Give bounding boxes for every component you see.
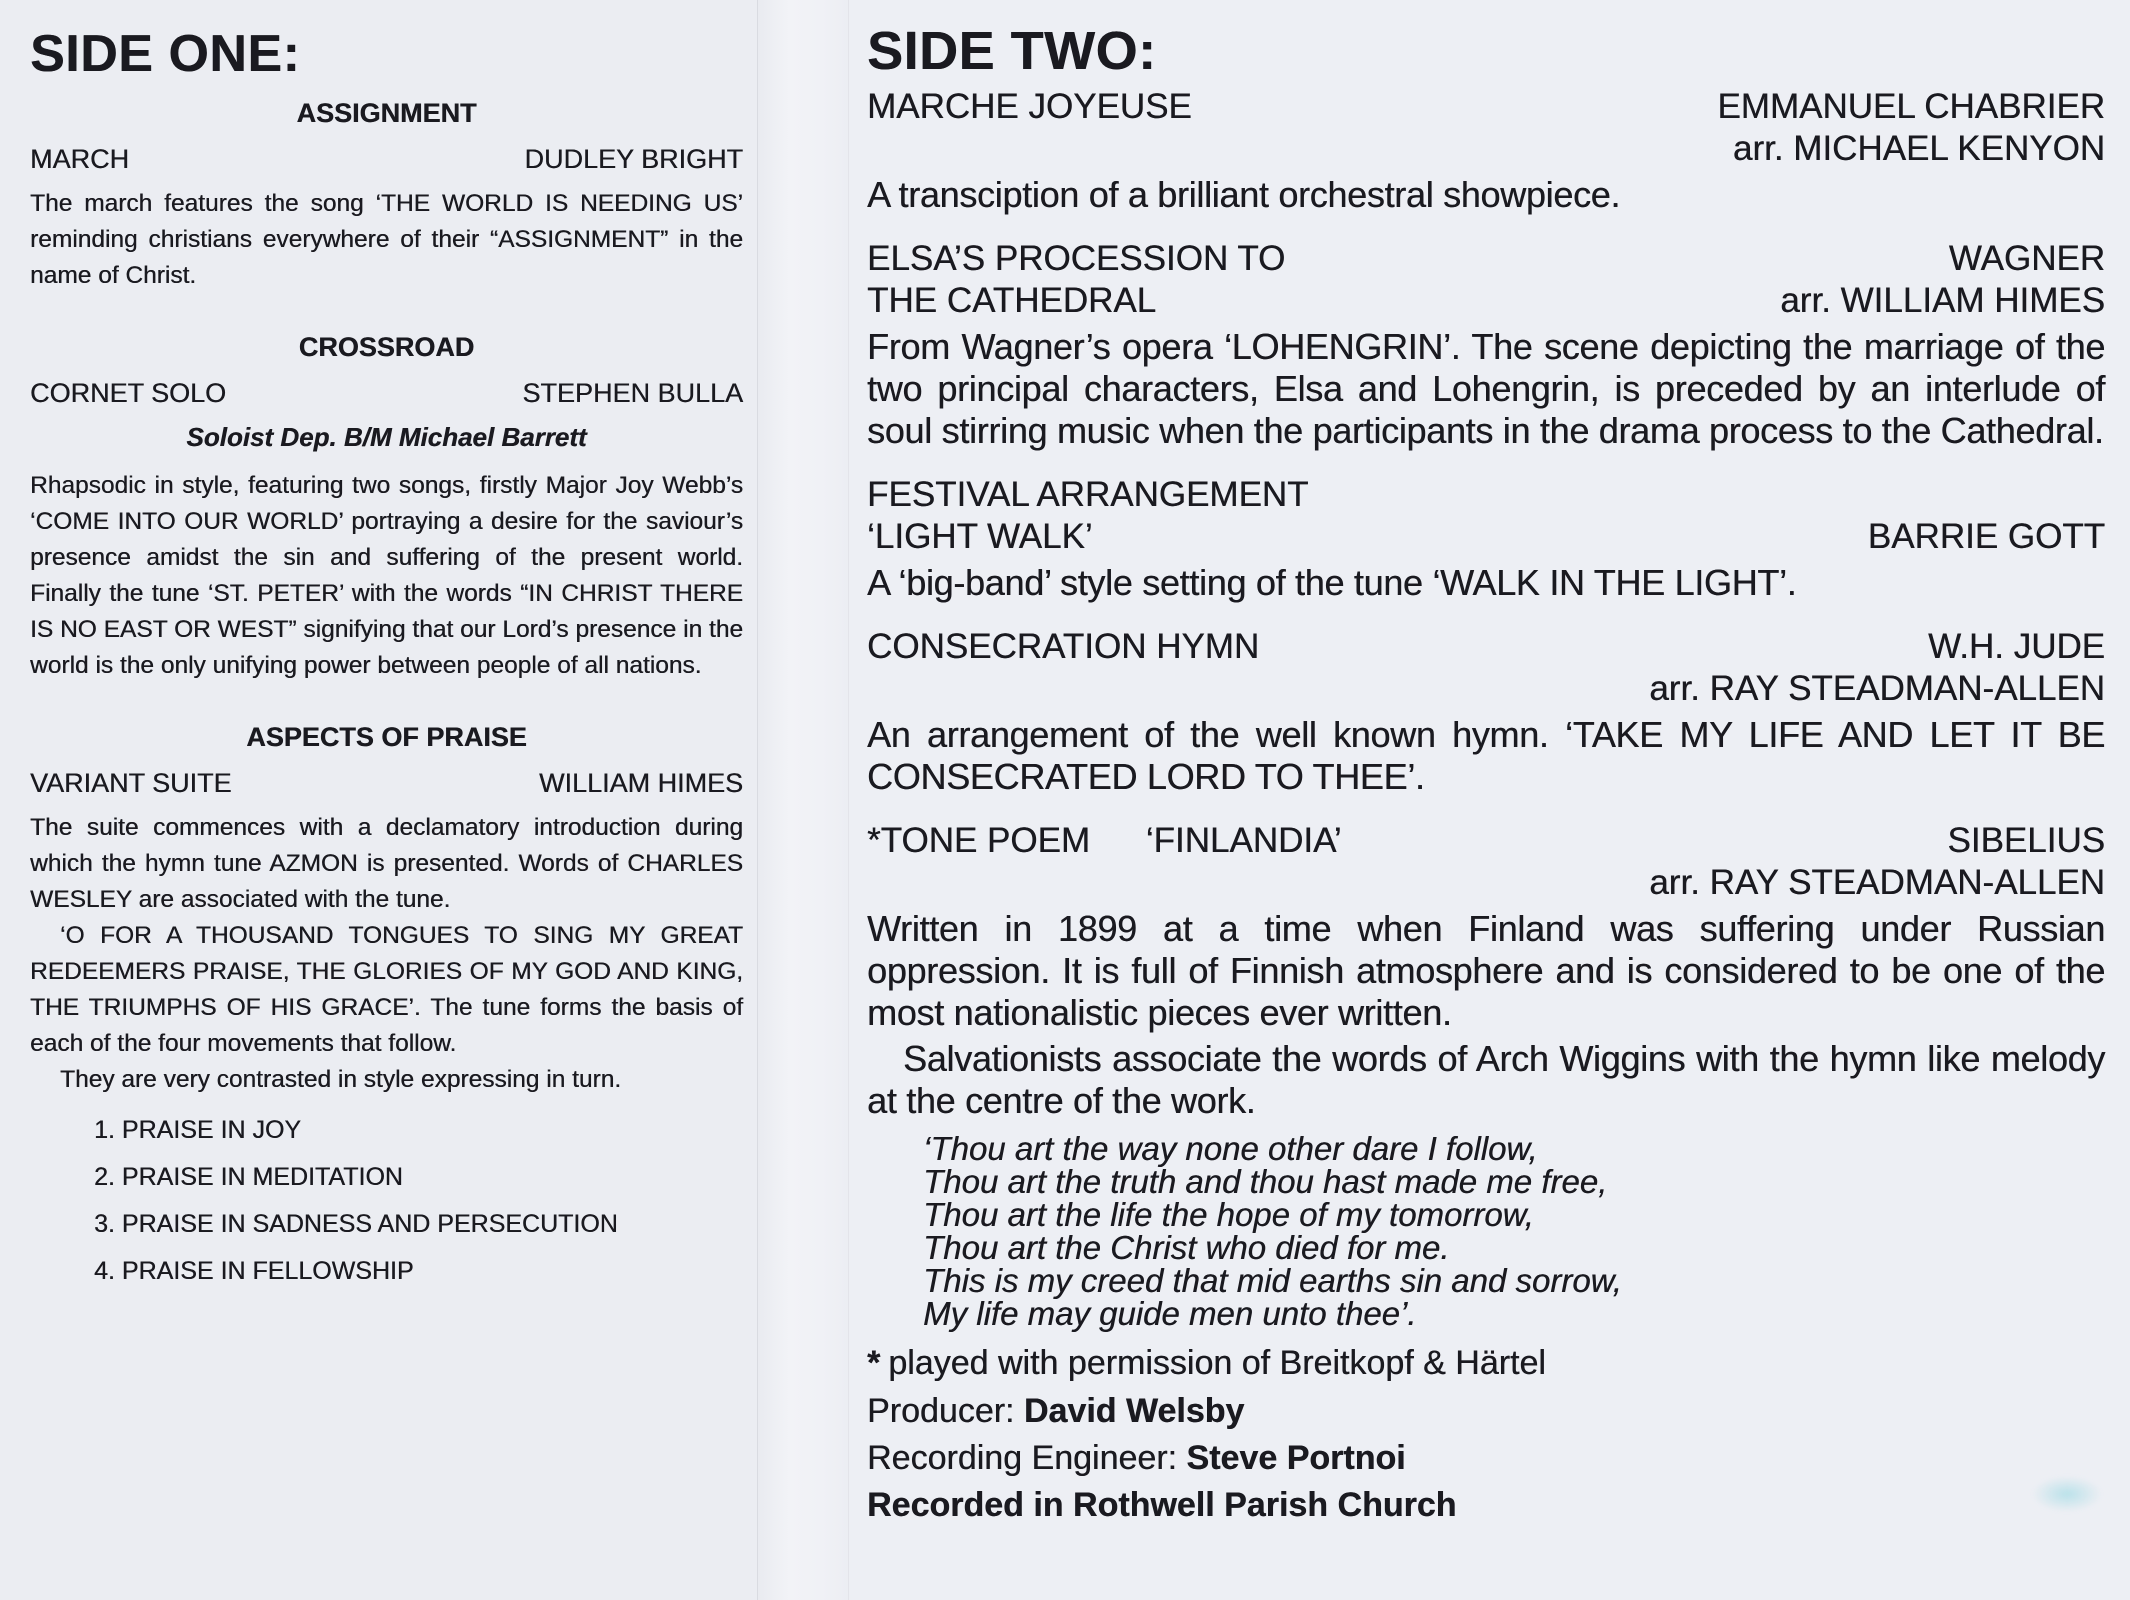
track-name: VARIANT SUITE bbox=[30, 768, 232, 798]
track-composer: W.H. JUDE bbox=[1928, 627, 2105, 666]
track-name: MARCH bbox=[30, 144, 129, 174]
track-name-line2: THE CATHEDRAL bbox=[867, 281, 1157, 320]
track-arranger: arr. RAY STEADMAN-ALLEN bbox=[1649, 669, 2105, 708]
track-crossroad bbox=[30, 332, 743, 684]
track-label: FESTIVAL ARRANGEMENT bbox=[867, 475, 1309, 514]
permission-footnote bbox=[867, 1343, 2105, 1383]
track-title-row bbox=[867, 516, 2105, 558]
track-notes: Rhapsodic in style, featuring two songs, firstly Major Joy Webb’s ‘COME INTO OUR WORLD’ portraying a desire for the saviour’s presence amidst the sin and suffering of the present world. Finally the tune ‘ST. PETER’ with the words “IN CHRIST THERE IS NO EAST OR WEST” signifying that our Lord’s presence in the world is the only unifying power between people of all nations. bbox=[30, 472, 743, 679]
side-one-title: SIDE ONE: bbox=[30, 25, 301, 83]
track-aspects-of-praise bbox=[30, 722, 743, 1286]
track-assignment bbox=[30, 98, 743, 294]
engineer-credit bbox=[867, 1439, 2105, 1477]
track-composer: SIBELIUS bbox=[1947, 821, 2105, 860]
track-title-row bbox=[867, 86, 2105, 128]
track-title-row bbox=[30, 378, 743, 408]
hymn-verse-line: Thou art the Christ who died for me. bbox=[923, 1229, 1450, 1266]
track-title-row-2 bbox=[867, 280, 2105, 322]
hymn-verse-line: This is my creed that mid earths sin and sorrow, bbox=[923, 1262, 1622, 1299]
producer-label: Producer: bbox=[867, 1392, 1024, 1430]
track-title-row bbox=[867, 238, 2105, 280]
recording-location: Recorded in Rothwell Parish Church bbox=[867, 1486, 1457, 1524]
track-notes: Written in 1899 at a time when Finland was suffering under Russian oppression. It is full of Finnish atmosphere and is considered to be one of the most nationalistic pieces ever written. bbox=[867, 908, 2105, 1033]
track-notes: The march features the song ‘THE WORLD IS NEEDING US’ reminding christians everywhere of their “ASSIGNMENT” in the name of Christ. bbox=[30, 190, 743, 289]
panel-fold-divider bbox=[758, 0, 848, 1600]
track-notes: A ‘big-band’ style setting of the tune ‘WALK IN THE LIGHT’. bbox=[867, 562, 1797, 603]
track-name: CORNET SOLO bbox=[30, 378, 227, 408]
track-name-group bbox=[867, 820, 1342, 862]
soloist-credit: Soloist Dep. B/M Michael Barrett bbox=[186, 422, 587, 452]
track-composer: WAGNER bbox=[1948, 239, 2105, 278]
track-title-row bbox=[30, 768, 743, 798]
hymn-verse-line: My life may guide men unto thee’. bbox=[923, 1295, 1417, 1332]
track-composer: EMMANUEL CHABRIER bbox=[1717, 87, 2105, 126]
track-label-row bbox=[867, 474, 2105, 516]
track-heading: CROSSROAD bbox=[298, 332, 475, 362]
movement-item: 2. PRAISE IN MEDITATION bbox=[94, 1163, 403, 1191]
track-title-row bbox=[30, 144, 743, 174]
track-arranger: arr. RAY STEADMAN-ALLEN bbox=[1649, 863, 2105, 902]
engineer-label: Recording Engineer: bbox=[867, 1439, 1187, 1477]
track-name: ELSA’S PROCESSION TO bbox=[867, 239, 1286, 278]
track-composer: BARRIE GOTT bbox=[1867, 517, 2105, 556]
track-light-walk bbox=[867, 474, 2105, 604]
engineer-name: Steve Portnoi bbox=[1186, 1439, 1406, 1477]
track-marche-joyeuse bbox=[867, 86, 2105, 216]
panel-side-one bbox=[0, 0, 758, 1600]
track-heading: ASPECTS OF PRAISE bbox=[246, 722, 527, 752]
track-consecration-hymn bbox=[867, 626, 2105, 798]
track-composer: WILLIAM HIMES bbox=[538, 768, 743, 798]
track-notes: Salvationists associate the words of Arch Wiggins with the hymn like melody at the centre of the work. bbox=[867, 1038, 2105, 1121]
movement-item: 1. PRAISE IN JOY bbox=[94, 1116, 302, 1144]
producer-credit bbox=[867, 1392, 2105, 1430]
track-elsas-procession bbox=[867, 238, 2105, 452]
panel-side-two bbox=[848, 0, 2130, 1600]
track-title-row bbox=[867, 626, 2105, 668]
track-name: MARCHE JOYEUSE bbox=[867, 87, 1192, 126]
asterisk-mark: * bbox=[867, 1344, 881, 1382]
side-two-title: SIDE TWO: bbox=[867, 21, 1157, 81]
track-notes: They are very contrasted in style expressing in turn. bbox=[60, 1066, 622, 1093]
producer-name: David Welsby bbox=[1023, 1392, 1245, 1430]
track-name: CONSECRATION HYMN bbox=[867, 627, 1260, 666]
track-arranger: arr. MICHAEL KENYON bbox=[1732, 129, 2105, 168]
track-name: ‘LIGHT WALK’ bbox=[867, 517, 1093, 556]
permission-text: played with permission of Breitkopf & Härtel bbox=[888, 1344, 1546, 1382]
hymn-verse-line: Thou art the truth and thou hast made me free, bbox=[923, 1163, 1608, 1200]
track-notes: ‘O FOR A THOUSAND TONGUES TO SING MY GREAT REDEEMERS PRAISE, THE GLORIES OF MY GOD AND KING, THE TRIUMPHS OF HIS GRACE’. The tune forms the basis of each of the four movements that follow. bbox=[30, 922, 743, 1057]
hymn-verse-line: ‘Thou art the way none other dare I follow, bbox=[923, 1130, 1538, 1167]
movement-item: 3. PRAISE IN SADNESS AND PERSECUTION bbox=[94, 1210, 618, 1238]
track-composer: STEPHEN BULLA bbox=[522, 378, 743, 408]
track-heading: ASSIGNMENT bbox=[296, 98, 477, 128]
track-notes: A transciption of a brilliant orchestral showpiece. bbox=[867, 174, 1621, 215]
recording-location-credit bbox=[867, 1486, 2105, 1524]
track-subtitle: ‘FINLANDIA’ bbox=[1145, 821, 1342, 860]
hymn-verse-line: Thou art the life the hope of my tomorrow, bbox=[923, 1196, 1534, 1233]
track-notes: From Wagner’s opera ‘LOHENGRIN’. The scene depicting the marriage of the two principal characters, Elsa and Lohengrin, is preceded by an interlude of soul stirring music when the participants in the drama process to the Cathedral. bbox=[867, 326, 2105, 451]
hymn-verse bbox=[923, 1132, 2105, 1330]
track-notes: The suite commences with a declamatory introduction during which the hymn tune AZMON is presented. Words of CHARLES WESLEY are associated with the tune. bbox=[30, 814, 743, 913]
movement-list bbox=[94, 1115, 743, 1286]
track-arranger: arr. WILLIAM HIMES bbox=[1780, 281, 2105, 320]
track-finlandia bbox=[867, 820, 2105, 1330]
movement-item: 4. PRAISE IN FELLOWSHIP bbox=[94, 1257, 414, 1285]
track-composer: DUDLEY BRIGHT bbox=[524, 144, 743, 174]
track-title-row bbox=[867, 820, 2105, 862]
track-notes: An arrangement of the well known hymn. ‘TAKE MY LIFE AND LET IT BE CONSECRATED LORD TO THEE’. bbox=[867, 714, 2105, 797]
scan-smudge-artifact bbox=[2032, 1476, 2102, 1512]
track-name: *TONE POEM bbox=[867, 821, 1091, 860]
